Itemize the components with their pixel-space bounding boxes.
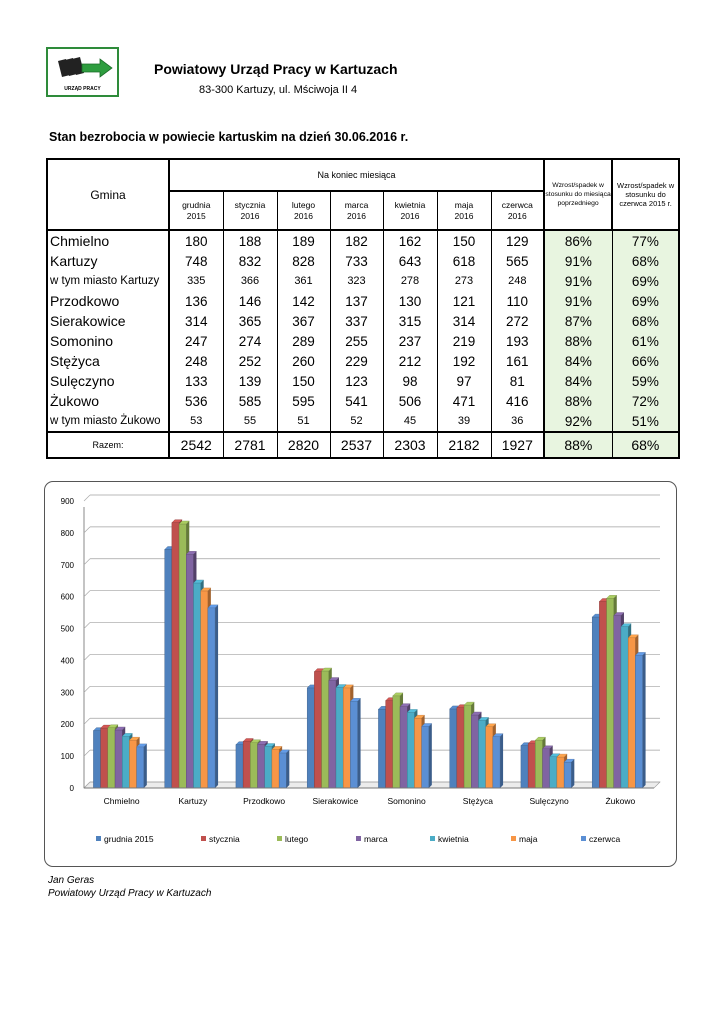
bar: [528, 744, 535, 788]
gmina-header: Gmina: [47, 159, 169, 230]
org-name: Powiatowy Urząd Pracy w Kartuzach: [154, 61, 398, 77]
x-tick-label: Somonino: [387, 796, 426, 806]
value-cell: 314: [169, 311, 223, 331]
bar-side: [144, 744, 147, 788]
bar-chart: [44, 481, 677, 867]
value-cell: 150: [437, 230, 491, 251]
change-year-header: Wzrost/spadek w stosunku do czerwca 2015 r.: [612, 159, 679, 230]
gmina-name: Somonino: [47, 331, 169, 351]
month-year: 2016: [240, 210, 260, 221]
bar: [378, 709, 385, 788]
change-year-cell: 77%: [612, 230, 679, 251]
legend-label: stycznia: [209, 834, 240, 844]
month-name: kwietnia: [394, 199, 426, 210]
value-cell: 1927: [491, 432, 544, 458]
month-header: [223, 191, 277, 230]
gridline-depth: [84, 623, 90, 629]
gmina-name: Sulęczyno: [47, 371, 169, 391]
value-cell: 182: [330, 230, 383, 251]
value-cell: 260: [277, 351, 330, 371]
value-cell: 161: [491, 351, 544, 371]
bar-side: [643, 652, 646, 788]
legend-label: czerwca: [589, 834, 621, 844]
bar: [307, 688, 314, 788]
value-cell: 97: [437, 371, 491, 391]
value-cell: 289: [277, 331, 330, 351]
legend-label: lutego: [285, 834, 309, 844]
value-cell: 733: [330, 251, 383, 271]
gridline-depth: [84, 750, 90, 756]
value-cell: 315: [383, 311, 437, 331]
bar: [457, 708, 464, 788]
value-cell: 39: [437, 411, 491, 432]
bar: [543, 749, 550, 788]
value-cell: 142: [277, 291, 330, 311]
gridline-depth: [84, 495, 90, 501]
value-cell: 2781: [223, 432, 277, 458]
value-cell: 219: [437, 331, 491, 351]
bar: [621, 627, 628, 788]
change-prev-cell: 87%: [544, 311, 612, 331]
change-prev-cell: 91%: [544, 291, 612, 311]
bar: [101, 728, 108, 788]
table-row: [47, 271, 679, 291]
change-year-cell: 59%: [612, 371, 679, 391]
y-tick-label: 700: [60, 560, 74, 570]
bar: [201, 591, 208, 788]
month-header: [277, 191, 330, 230]
gridline-depth: [84, 591, 90, 597]
gridline-depth: [84, 559, 90, 565]
gmina-name: Kartuzy: [47, 251, 169, 271]
table-row: [47, 391, 679, 411]
gmina-name: Stężyca: [47, 351, 169, 371]
value-cell: 53: [169, 411, 223, 432]
change-prev-cell: 92%: [544, 411, 612, 432]
gmina-name: w tym miasto Żukowo: [47, 411, 169, 432]
bar: [628, 638, 635, 788]
change-prev-cell: 88%: [544, 391, 612, 411]
value-cell: 255: [330, 331, 383, 351]
table-row: [47, 230, 679, 251]
value-cell: 51: [277, 411, 330, 432]
x-tick-label: Sulęczyno: [529, 796, 569, 806]
bar: [350, 701, 357, 788]
month-header: [383, 191, 437, 230]
value-cell: 273: [437, 271, 491, 291]
gmina-name: w tym miasto Kartuzy: [47, 271, 169, 291]
bar: [179, 524, 186, 788]
gmina-name: Sierakowice: [47, 311, 169, 331]
value-cell: 139: [223, 371, 277, 391]
x-tick-label: Chmielno: [103, 796, 140, 806]
value-cell: 123: [330, 371, 383, 391]
y-tick-label: 0: [69, 784, 74, 793]
bar: [614, 615, 621, 788]
gmina-name: Razem:: [47, 432, 169, 458]
bar: [122, 736, 129, 788]
value-cell: 129: [491, 230, 544, 251]
month-header: [330, 191, 383, 230]
bar: [557, 757, 564, 788]
bar: [314, 672, 321, 788]
bar: [279, 753, 286, 788]
table-row: [47, 311, 679, 331]
table-row: [47, 331, 679, 351]
table-row: [47, 411, 679, 432]
value-cell: 52: [330, 411, 383, 432]
bar-side: [215, 605, 218, 788]
value-cell: 748: [169, 251, 223, 271]
value-cell: 98: [383, 371, 437, 391]
month-name: grudnia: [182, 199, 211, 210]
bar: [400, 707, 407, 788]
change-prev-cell: 84%: [544, 351, 612, 371]
change-prev-cell: 91%: [544, 251, 612, 271]
value-cell: 150: [277, 371, 330, 391]
table-row: [47, 371, 679, 391]
bar: [129, 740, 136, 788]
bar: [137, 747, 144, 788]
period-header: Na koniec miesiąca: [169, 159, 544, 191]
bar-side: [286, 750, 289, 788]
month-year: 2016: [454, 210, 474, 221]
value-cell: 2542: [169, 432, 223, 458]
bar: [250, 743, 257, 788]
month-year: 2016: [400, 210, 420, 221]
month-name: maja: [454, 199, 474, 210]
value-cell: 416: [491, 391, 544, 411]
bar: [478, 720, 485, 788]
y-tick-label: 300: [60, 688, 74, 698]
value-cell: 252: [223, 351, 277, 371]
value-cell: 366: [223, 271, 277, 291]
bar: [272, 749, 279, 788]
value-cell: 618: [437, 251, 491, 271]
value-cell: 506: [383, 391, 437, 411]
change-year-cell: 68%: [612, 432, 679, 458]
change-year-cell: 66%: [612, 351, 679, 371]
table-row: [47, 251, 679, 271]
report-title: Stan bezrobocia w powiecie kartuskim na dzień 30.06.2016 r.: [49, 130, 409, 144]
value-cell: 643: [383, 251, 437, 271]
value-cell: 536: [169, 391, 223, 411]
bar: [172, 523, 179, 788]
value-cell: 136: [169, 291, 223, 311]
y-tick-label: 500: [60, 624, 74, 634]
month-year: 2016: [294, 210, 313, 221]
bar: [564, 762, 571, 788]
value-cell: 137: [330, 291, 383, 311]
bar-side: [429, 723, 432, 788]
value-cell: 565: [491, 251, 544, 271]
change-year-cell: 68%: [612, 311, 679, 331]
value-cell: 278: [383, 271, 437, 291]
value-cell: 335: [169, 271, 223, 291]
change-prev-cell: 88%: [544, 432, 612, 458]
bar: [108, 728, 115, 788]
y-tick-label: 400: [60, 656, 74, 666]
month-year: 2015: [186, 210, 206, 221]
x-tick-label: Sierakowice: [312, 796, 359, 806]
legend-swatch: [430, 836, 435, 841]
value-cell: 272: [491, 311, 544, 331]
bar: [243, 741, 250, 788]
bar: [592, 617, 599, 788]
bar: [193, 583, 200, 788]
bar: [265, 747, 272, 788]
month-name: czerwca: [501, 199, 533, 210]
value-cell: 471: [437, 391, 491, 411]
legend-swatch: [581, 836, 586, 841]
y-tick-label: 600: [60, 592, 74, 602]
month-name: lutego: [291, 199, 316, 210]
gridline-depth: [84, 686, 90, 692]
bar: [236, 745, 243, 788]
y-tick-label: 200: [60, 720, 74, 730]
bar-side: [358, 698, 361, 788]
value-cell: 2182: [437, 432, 491, 458]
unemployment-table: [46, 158, 680, 459]
legend-swatch: [201, 836, 206, 841]
value-cell: 146: [223, 291, 277, 311]
change-prev-header: Wzrost/spadek w stosunku do miesiąca poprzedniego: [544, 159, 612, 230]
bar: [414, 718, 421, 788]
legend-swatch: [511, 836, 516, 841]
bar: [329, 681, 336, 788]
gridline-depth: [84, 527, 90, 533]
value-cell: 188: [223, 230, 277, 251]
bar: [550, 757, 557, 788]
x-tick-label: Żukowo: [605, 796, 636, 806]
value-cell: 323: [330, 271, 383, 291]
legend-label: kwietnia: [438, 834, 469, 844]
value-cell: 130: [383, 291, 437, 311]
value-cell: 247: [169, 331, 223, 351]
value-cell: 2537: [330, 432, 383, 458]
bar: [322, 671, 329, 788]
legend-swatch: [356, 836, 361, 841]
value-cell: 337: [330, 311, 383, 331]
value-cell: 189: [277, 230, 330, 251]
bar: [407, 712, 414, 788]
change-prev-cell: 86%: [544, 230, 612, 251]
value-cell: 45: [383, 411, 437, 432]
signature-name: Jan Geras: [48, 875, 95, 886]
x-tick-label: Kartuzy: [178, 796, 208, 806]
change-year-cell: 69%: [612, 271, 679, 291]
org-address: 83-300 Kartuzy, ul. Mściwoja II 4: [199, 84, 358, 96]
month-header: [169, 191, 223, 230]
logo-arrow-icon: [52, 55, 114, 83]
bar: [115, 730, 122, 788]
x-tick-label: Przodkowo: [243, 796, 286, 806]
bar: [493, 737, 500, 788]
bar: [258, 744, 265, 788]
logo: [46, 47, 119, 97]
legend-label: maja: [519, 834, 538, 844]
change-year-cell: 61%: [612, 331, 679, 351]
bar: [464, 705, 471, 788]
value-cell: 828: [277, 251, 330, 271]
month-name: marca: [344, 199, 369, 210]
legend-swatch: [96, 836, 101, 841]
bar: [486, 727, 493, 788]
value-cell: 193: [491, 331, 544, 351]
month-name: stycznia: [234, 199, 266, 210]
value-cell: 110: [491, 291, 544, 311]
value-cell: 248: [169, 351, 223, 371]
gridline-depth: [84, 654, 90, 660]
month-year: 2016: [507, 210, 527, 221]
value-cell: 248: [491, 271, 544, 291]
value-cell: 36: [491, 411, 544, 432]
bar: [186, 554, 193, 788]
signature-org: Powiatowy Urząd Pracy w Kartuzach: [48, 888, 212, 899]
bar: [336, 688, 343, 788]
bar: [450, 709, 457, 788]
y-tick-label: 900: [60, 497, 74, 506]
value-cell: 229: [330, 351, 383, 371]
y-tick-label: 100: [60, 752, 74, 762]
value-cell: 237: [383, 331, 437, 351]
value-cell: 133: [169, 371, 223, 391]
bar: [386, 701, 393, 788]
bar: [599, 601, 606, 788]
month-header: [437, 191, 491, 230]
value-cell: 212: [383, 351, 437, 371]
bar: [607, 598, 614, 788]
value-cell: 314: [437, 311, 491, 331]
value-cell: 2820: [277, 432, 330, 458]
value-cell: 2303: [383, 432, 437, 458]
bar: [422, 726, 429, 788]
legend-label: marca: [364, 834, 388, 844]
change-year-cell: 68%: [612, 251, 679, 271]
bar: [535, 740, 542, 788]
value-cell: 367: [277, 311, 330, 331]
change-year-cell: 69%: [612, 291, 679, 311]
value-cell: 274: [223, 331, 277, 351]
value-cell: 832: [223, 251, 277, 271]
table-row: [47, 351, 679, 371]
change-prev-cell: 84%: [544, 371, 612, 391]
legend-swatch: [277, 836, 282, 841]
bar-side: [500, 734, 503, 788]
bar: [208, 608, 215, 788]
bar-side: [571, 759, 574, 788]
month-year: 2016: [347, 210, 366, 221]
gmina-name: Chmielno: [47, 230, 169, 251]
value-cell: 361: [277, 271, 330, 291]
bar: [521, 746, 528, 788]
change-year-cell: 72%: [612, 391, 679, 411]
value-cell: 55: [223, 411, 277, 432]
value-cell: 541: [330, 391, 383, 411]
value-cell: 365: [223, 311, 277, 331]
table-row: [47, 291, 679, 311]
value-cell: 585: [223, 391, 277, 411]
value-cell: 180: [169, 230, 223, 251]
change-prev-cell: 91%: [544, 271, 612, 291]
gmina-name: Żukowo: [47, 391, 169, 411]
bar: [93, 731, 100, 788]
value-cell: 162: [383, 230, 437, 251]
value-cell: 192: [437, 351, 491, 371]
value-cell: 81: [491, 371, 544, 391]
gmina-name: Przodkowo: [47, 291, 169, 311]
value-cell: 121: [437, 291, 491, 311]
bar: [343, 688, 350, 788]
month-header: [491, 191, 544, 230]
value-cell: 595: [277, 391, 330, 411]
change-prev-cell: 88%: [544, 331, 612, 351]
gridline-depth: [84, 718, 90, 724]
total-row: [47, 432, 679, 458]
x-tick-label: Stężyca: [462, 796, 493, 806]
bar: [393, 696, 400, 788]
change-year-cell: 51%: [612, 411, 679, 432]
bar: [635, 655, 642, 788]
legend-label: grudnia 2015: [104, 834, 154, 844]
logo-text: URZĄD PRACY: [64, 86, 101, 92]
y-tick-label: 800: [60, 528, 74, 538]
bar: [165, 549, 172, 788]
bar: [471, 715, 478, 788]
